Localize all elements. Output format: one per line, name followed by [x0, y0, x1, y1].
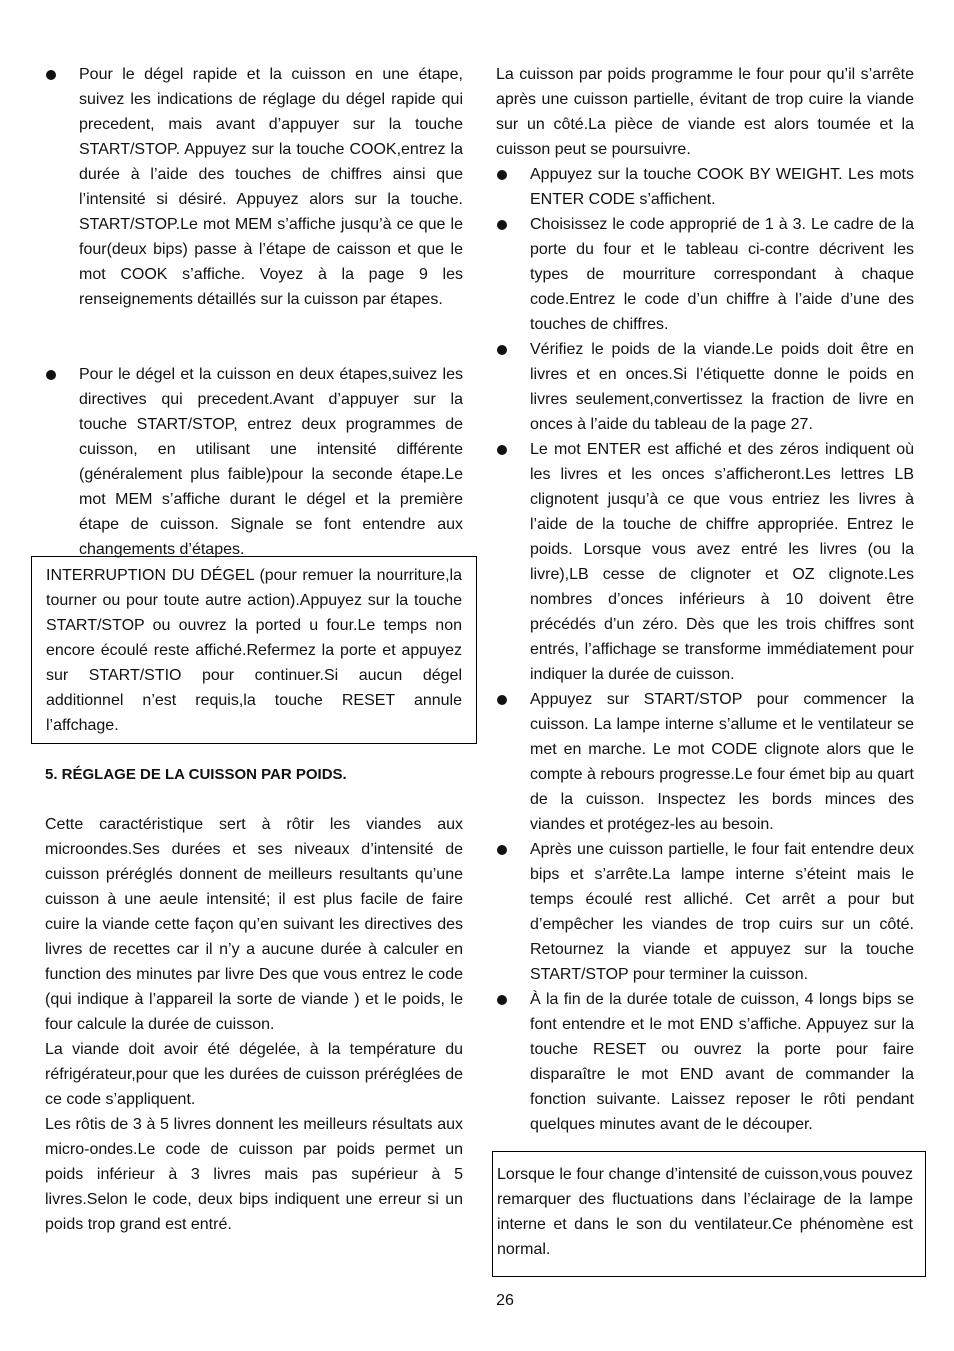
bullet-text: Choisissez le code approprié de 1 à 3. Le cadre de la porte du four et le tableau ci-contre décrivent les types de mourriture correspondant à chaque code.Entrez le code d’un chiffre à l’aide d’une des touches de chiffres.: [530, 216, 914, 333]
bullet-quick-defrost-one-stage: [45, 62, 463, 312]
bullet-text: Appuyez sur START/STOP pour commencer la cuisson. La lampe interne s’allume et le ventilateur se met en marche. Le mot CODE clignote alors que le compte à rebours progresse.Le four émet bip au quart de la cuisson. Inspectez les bords minces des viandes et protégez-les au besoin.: [530, 691, 914, 833]
bullet-step-4: [496, 437, 914, 687]
bullet-icon: [46, 370, 56, 380]
bullet-text: À la fin de la durée totale de cuisson, 4 longs bips se font entendre et le mot END s’affiche. Appuyez sur la touche RESET ou ouvrez la porte pour faire disparaître le mot END avant de commander la fonction suivante. Laissez reposer le rôti pendant quelques minutes avant de le découper.: [530, 991, 914, 1133]
paragraph-weight-cooking: La cuisson par poids programme le four pour qu’il s’arrête après une cuisson partielle, évitant de trop cuire la viande sur un côté.La pièce de viande est alors toumée et la cuisson peut se poursuivre.: [496, 66, 914, 158]
bullet-icon: [497, 845, 507, 855]
bullet-icon: [497, 170, 507, 180]
bullet-text: Pour le dégel et la cuisson en deux étapes,suivez les directives qui precedent.Avant d’appuyer sur la touche START/STOP, entrez deux programmes de cuisson, en utilisant une intensité différente (généralement plus faible)pour la seconde étape.Le mot MEM s’affiche durant le dégel et la première étape de cuisson. Signale se font entendre aux changements d’étapes.: [79, 366, 463, 558]
paragraph-thawed: La viande doit avoir été dégelée, à la température du réfrigérateur,pour que les durées de cuisson préréglées de ce code s’appliquent.: [45, 1041, 463, 1108]
defrost-interruption-box: [31, 556, 477, 744]
bullet-step-2: [496, 212, 914, 337]
bullet-step-1: [496, 162, 914, 212]
right-column: [496, 62, 914, 1137]
left-column: [45, 62, 463, 562]
section-heading: 5. RÉGLAGE DE LA CUISSON PAR POIDS.: [45, 766, 347, 783]
bullet-icon: [497, 345, 507, 355]
intensity-note-box: [492, 1151, 926, 1277]
bullet-text: Appuyez sur la touche COOK BY WEIGHT. Les mots ENTER CODE s’affichent.: [530, 166, 914, 208]
bullet-icon: [497, 445, 507, 455]
bullet-text: Après une cuisson partielle, le four fait entendre deux bips et s’arrête.La lampe interne s’éteint mais le temps écoulé rest alliché. Cet arrêt a pour but d’empêcher les viandes de trop cuirs sur un côté. Retournez la viande et appuyez sur la touche START/STOP pour terminer la cuisson.: [530, 841, 914, 983]
bullet-step-7: [496, 987, 914, 1137]
bullet-text: Pour le dégel rapide et la cuisson en une étape, suivez les indications de réglage du dégel rapide qui precedent, mais avant d’appuyer sur la touche START/STOP. Appuyez sur la touche COOK,entrez la durée à l’aide des touches de chiffres ainsi que l’intensité si désiré. Appuyez alors sur la touche. START/STOP.Le mot MEM s’affiche jusqu’à ce que le four(deux bips) passe à l’étape de caisson et que le mot COOK s’affiche. Voyez à la page 9 les renseignements détaillés sur la cuisson par étapes.: [79, 66, 463, 308]
bullet-icon: [497, 220, 507, 230]
bullet-step-3: [496, 337, 914, 437]
bullet-step-5: [496, 687, 914, 837]
bullet-step-6: [496, 837, 914, 987]
bullet-text: Le mot ENTER est affiché et des zéros indiquent où les livres et les onces s’afficheront.Les lettres LB clignotent jusqu’à ce que vous entriez les livres à l’aide de la touche de chiffre appropriée. Entrez le poids. Lorsque vous avez entré les livres (ou la livre),LB cesse de clignoter et OZ clignote.Les nombres d’onces inférieurs à 10 doivent être précédés d’un zéro. Dès que les trois chiffres sont entrés, l’affichage se transforme immédiatement pour indiquer la durée de cuisson.: [530, 441, 914, 683]
left-column-lower: [45, 762, 463, 1237]
bullet-icon: [46, 70, 56, 80]
page-number: 26: [496, 1292, 514, 1309]
bullet-icon: [497, 995, 507, 1005]
bullet-icon: [497, 695, 507, 705]
bullet-text: Vérifiez le poids de la viande.Le poids doit être en livres et en onces.Si l’étiquette donne le poids en livres seulement,convertissez la fraction de livre en onces à l’aide du tableau de la page 27.: [530, 341, 914, 433]
box-text: INTERRUPTION DU DÉGEL (pour remuer la nourriture,la tourner ou pour toute autre action).Appuyez sur la touche START/STOP ou ouvrez la ported u four.Le temps non encore écoulé reste affiché.Refermez la porte et appuyez sur START/STIO pour continuer.Si aucun dégel additionnel n’est requis,la touche RESET annule l’affchage.: [46, 567, 462, 734]
bullet-defrost-two-stage: [45, 362, 463, 562]
paragraph-intro: Cette caractéristique sert à rôtir les viandes aux microondes.Ses durées et ses niveaux d’intensité de cuisson préréglés donnent de meilleurs resultants qu’une cuisson à une aeule intensité; il est plus facile de faire cuire la viande cette façon qu’en suivant les directives des livres de recettes car il n’y a aucune durée à calculer en function des minutes par livre Des que vous entrez le code (qui indique à l’appareil la sorte de viande ) et le poids, le four calcule la durée de cuisson.: [45, 816, 463, 1033]
box-text: Lorsque le four change d’intensité de cuisson,vous pouvez remarquer des fluctuations dans l’éclairage de la lampe interne et dans le son du ventilateur.Ce phénomène est normal.: [497, 1166, 913, 1258]
paragraph-roast-weight: Les rôtis de 3 à 5 livres donnent les meilleurs résultats aux micro-ondes.Le code de cuisson par poids permet un poids inférieur à 3 livres mais pas supérieur à 5 livres.Selon le code, deux bips indiquent une erreur si un poids trop grand est entré.: [45, 1116, 463, 1233]
